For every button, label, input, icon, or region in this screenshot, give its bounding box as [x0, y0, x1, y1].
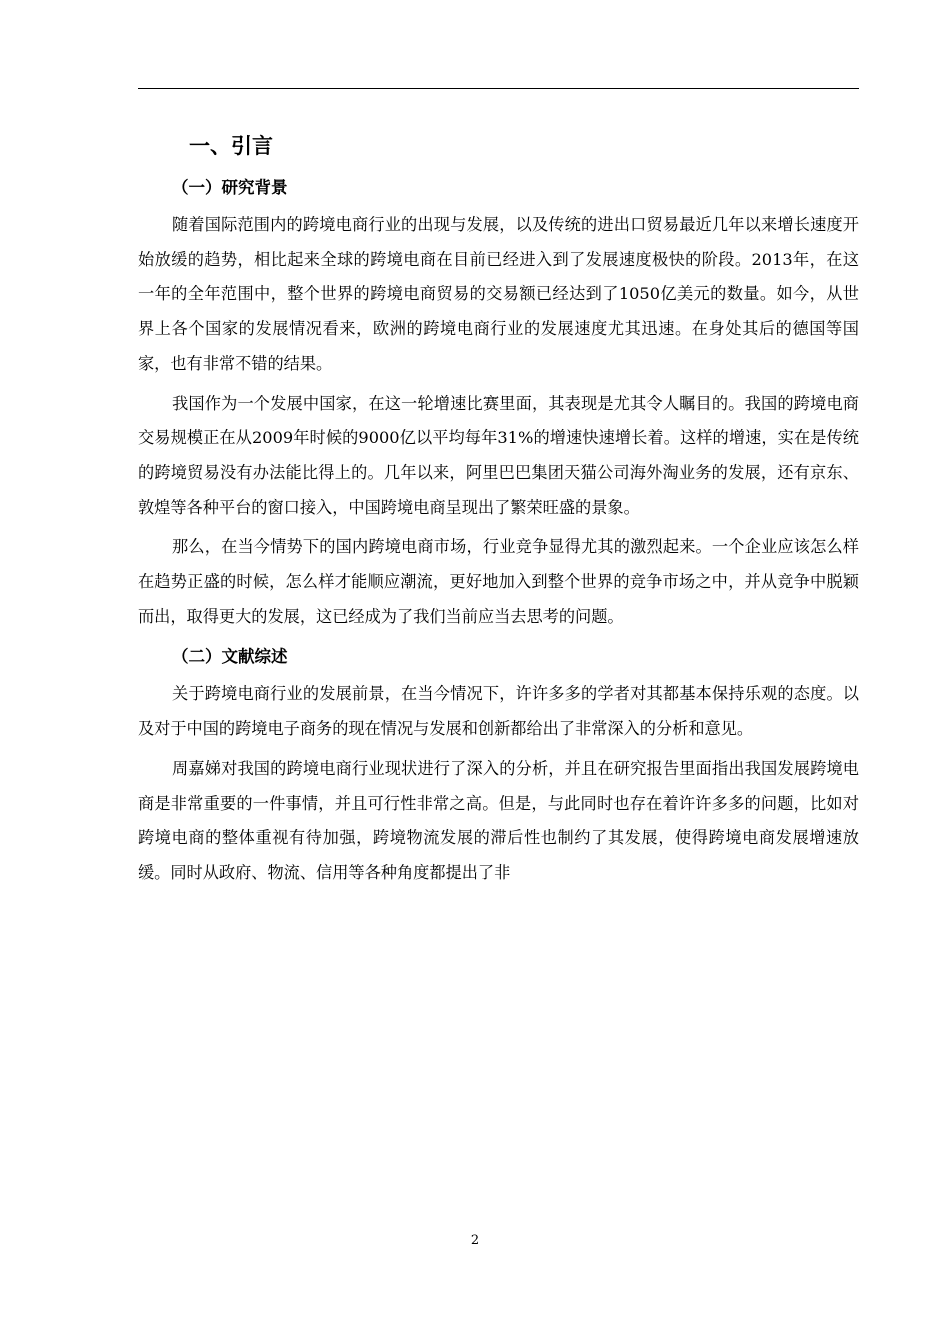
section-heading-background: （一）研究背景: [172, 178, 288, 197]
header-rule: [138, 88, 859, 89]
paragraph: 那么，在当今情势下的国内跨境电商市场，行业竞争显得尤其的激烈起来。一个企业应该怎么样在趋势正盛的时候，怎么样才能顺应潮流，更好地加入到整个世界的竞争市场之中，并从竞争中脱颖而出，取得更大的发展，这已经成为了我们当前应当去思考的问题。: [138, 537, 859, 626]
page-number: 2: [470, 1233, 480, 1248]
paragraph: 我国作为一个发展中国家，在这一轮增速比赛里面，其表现是尤其令人瞩目的。我国的跨境电商交易规模正在从2009年时候的9000亿以平均每年31%的增速快速增长着。这样的增速，实在是传统的跨境贸易没有办法能比得上的。几年以来，阿里巴巴集团天猫公司海外淘业务的发展，还有京东、敦煌等各种平台的窗口接入，中国跨境电商呈现出了繁荣旺盛的景象。: [138, 393, 859, 517]
document-body: [138, 126, 859, 896]
paragraph: 随着国际范围内的跨境电商行业的出现与发展，以及传统的进出口贸易最近几年以来增长速度开始放缓的趋势，相比起来全球的跨境电商在目前已经进入到了发展速度极快的阶段。2013年，在这一年的全年范围中，整个世界的跨境电商贸易的交易额已经达到了1050亿美元的数量。如今，从世界上各个国家的发展情况看来，欧洲的跨境电商行业的发展速度尤其迅速。在身处其后的德国等国家，也有非常不错的结果。: [138, 215, 859, 373]
paragraph: 周嘉娣对我国的跨境电商行业现状进行了深入的分析，并且在研究报告里面指出我国发展跨境电商是非常重要的一件事情，并且可行性非常之高。但是，与此同时也存在着许许多多的问题，比如对跨境电商的整体重视有待加强，跨境物流发展的滞后性也制约了其发展，使得跨境电商发展增速放缓。同时从政府、物流、信用等各种角度都提出了非: [138, 758, 859, 882]
section-heading-literature-review: （二）文献综述: [172, 647, 288, 667]
chapter-heading: 一、引言: [189, 134, 273, 158]
paragraph: 关于跨境电商行业的发展前景，在当今情况下，许许多多的学者对其都基本保持乐观的态度。以及对于中国的跨境电子商务的现在情况与发展和创新都给出了非常深入的分析和意见。: [138, 684, 859, 739]
